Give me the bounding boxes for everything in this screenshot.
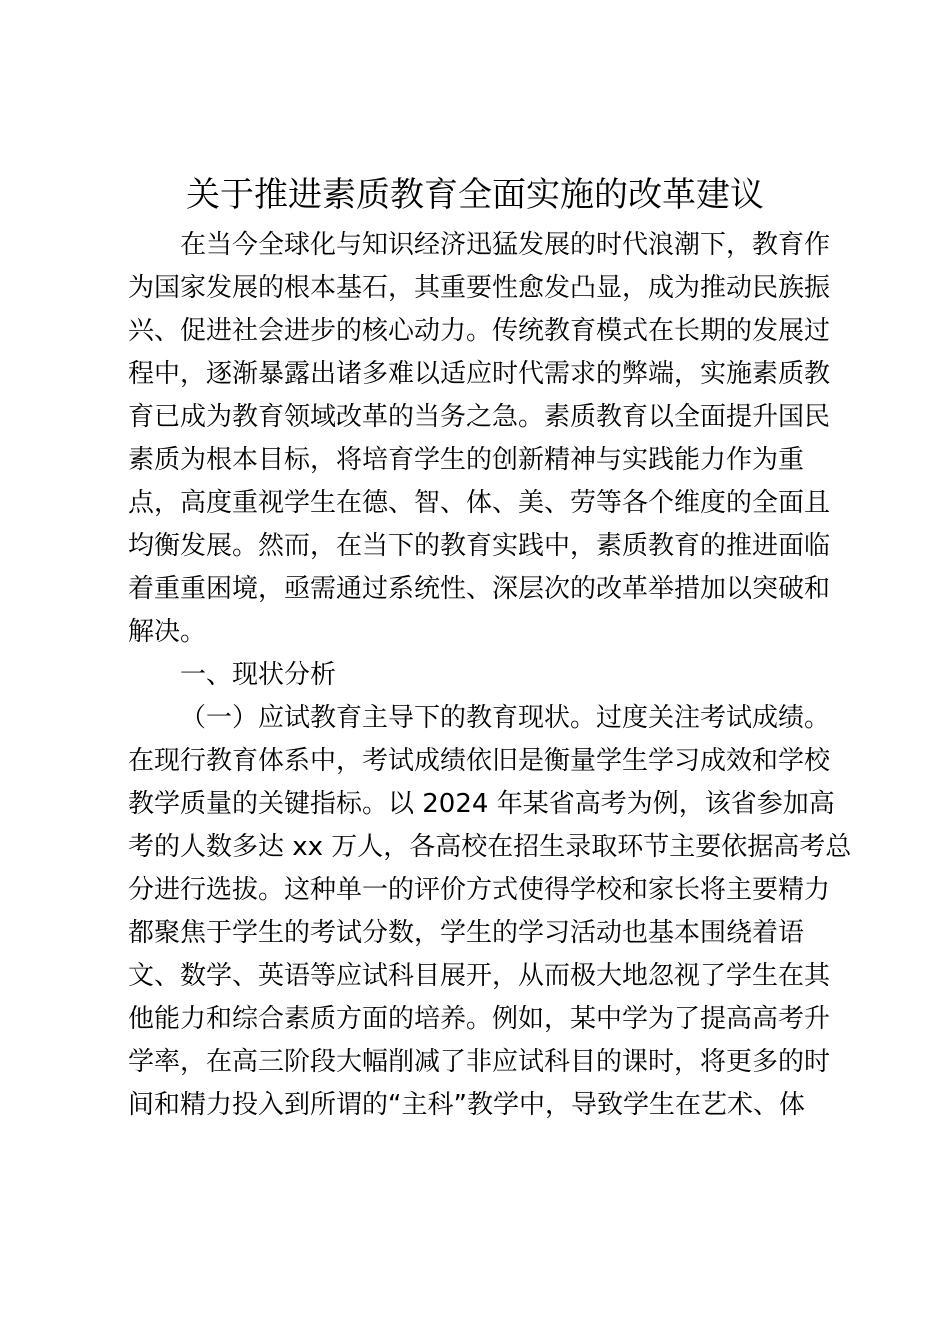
paragraph-line: 教学质量的关键指标。以 2024 年某省高考为例，该省参加高 [128,789,835,819]
paragraph-line: 间和精力投入到所谓的“主科”教学中，导致学生在艺术、体 [128,1090,805,1120]
paragraph-line: 他能力和综合素质方面的培养。例如，某中学为了提高高考升 [128,1004,831,1034]
paragraph-line: 素质为根本目标，将培育学生的创新精神与实践能力作为重 [128,445,805,475]
section-heading: 一、现状分析 [180,660,337,690]
subsection-line: （一）应试教育主导下的教育现状。过度关注考试成绩。 [180,703,831,733]
paragraph-line: 在当今全球化与知识经济迅猛发展的时代浪潮下，教育作 [180,230,831,260]
paragraph-line: 考的人数多达 xx 万人，各高校在招生录取环节主要依据高考总 [128,832,852,862]
paragraph-line: 学率，在高三阶段大幅削减了非应试科目的课时，将更多的时 [128,1047,831,1077]
paragraph-line: 都聚焦于学生的考试分数，学生的学习活动也基本围绕着语 [128,918,805,948]
paragraph-line: 均衡发展。然而，在当下的教育实践中，素质教育的推进面临 [128,531,831,561]
paragraph-line: 在现行教育体系中，考试成绩依旧是衡量学生学习成效和学校 [128,746,831,776]
paragraph-line: 点，高度重视学生在德、智、体、美、劳等各个维度的全面且 [128,488,831,518]
paragraph-line: 育已成为教育领域改革的当务之急。素质教育以全面提升国民 [128,402,831,432]
paragraph-line: 着重重困境，亟需通过系统性、深层次的改革举措加以突破和 [128,574,831,604]
paragraph-line: 兴、促进社会进步的核心动力。传统教育模式在长期的发展过 [128,316,831,346]
paragraph-line: 为国家发展的根本基石，其重要性愈发凸显，成为推动民族振 [128,273,831,303]
document-title: 关于推进素质教育全面实施的改革建议 [186,175,764,215]
paragraph-line: 程中，逐渐暴露出诸多难以适应时代需求的弊端，实施素质教 [128,359,831,389]
paragraph-line: 解决。 [128,617,207,647]
paragraph-line: 文、数学、英语等应试科目展开，从而极大地忽视了学生在其 [128,961,831,991]
paragraph-line: 分进行选拔。这种单一的评价方式使得学校和家长将主要精力 [128,875,831,905]
